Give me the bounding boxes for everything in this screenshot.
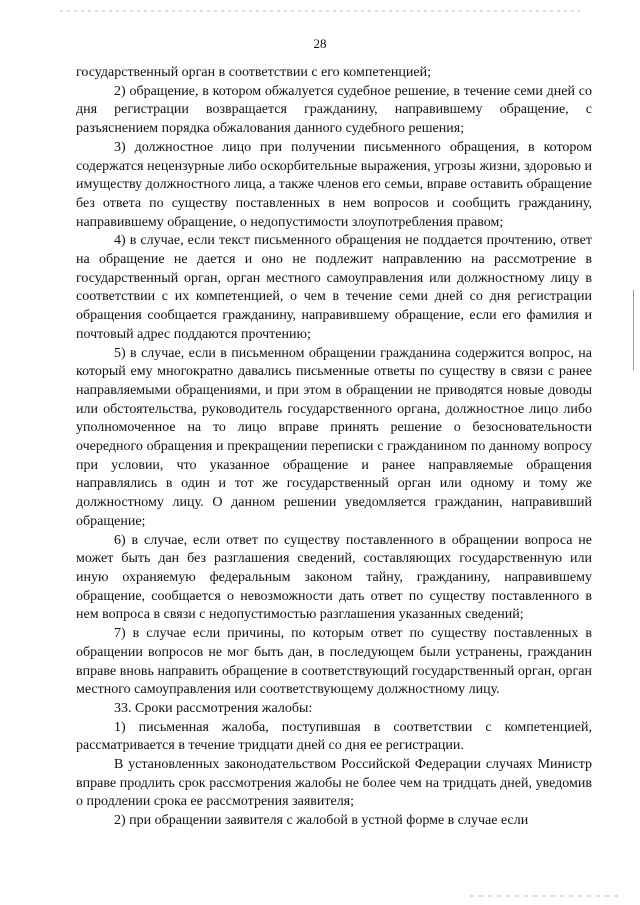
scan-artifact-margin-line bbox=[633, 290, 634, 370]
paragraph-item-2: 2) обращение, в котором обжалуется судебное решение, в течение семи дней со дня регистрации возвращается гражданину, направившему обращение, с разъяснением порядка обжалования данного судебного решения; bbox=[76, 83, 592, 137]
paragraph-item-5: 5) в случае, если в письменном обращении гражданина содержится вопрос, на который ему многократно давались письменные ответы по существу в связи с ранее направляемыми обращениями, и при этом в обращении не приводятся новые доводы или обстоятельства, руководитель государственного органа, должностное лицо либо уполномоченное на то лицо вправе принять решение о безосновательности очередного обращения и прекращении переписки с гражданином по данному вопросу при условии, что указанное обращение и ранее направляемые обращения направлялись в один и тот же государственный орган или одному и тому же должностному лицу. О данном решении уведомляется гражданин, направивший обращение; bbox=[76, 345, 592, 529]
paragraph-item-4: 4) в случае, если текст письменного обращения не поддается прочтению, ответ на обращение не дается и оно не подлежит направлению на рассмотрение в государственный орган, орган местного самоуправления или должностному лицу в соответствии с их компетенцией, о чем в течение семи дней со дня регистрации обращения сообщается гражданину, направившему обращение, если его фамилия и почтовый адрес поддаются прочтению; bbox=[76, 233, 592, 342]
section-heading-33: 33. Сроки рассмотрения жалобы: bbox=[114, 700, 313, 716]
paragraph-extension: В установленных законодательством Российской Федерации случаях Министр вправе продлить срок рассмотрения жалобы не более чем на тридцать дней, уведомив о продлении срока ее рассмотрения заявителя; bbox=[76, 757, 592, 810]
page-number: 28 bbox=[313, 36, 327, 51]
paragraph-item-6: 6) в случае, если ответ по существу поставленного в обращении вопроса не может быть дан без разглашения сведений, составляющих государственную или иную охраняемую федеральным законом тайну, гражданину, направившему обращение, сообщается о невозможности дать ответ по существу поставленного в нем вопроса в связи с недопустимостью разглашения указанных сведений; bbox=[76, 532, 592, 623]
paragraph-33-item-2: 2) при обращении заявителя с жалобой в устной форме в случае если bbox=[114, 813, 529, 829]
scan-artifact-bottom bbox=[470, 895, 620, 897]
paragraph-item-7: 7) в случае если причины, по которым ответ по существу поставленных в обращении вопросов не мог быть дан, в последующем были устранены, гражданин вправе вновь направить обращение в соответствующий государственный орган, орган местного самоуправления или соответствующему должностному лицу. bbox=[76, 626, 592, 698]
paragraph-33-item-1: 1) письменная жалоба, поступившая в соответствии с компетенцией, рассматривается в течение тридцати дней со дня ее регистрации. bbox=[76, 719, 592, 754]
scan-artifact-top bbox=[60, 10, 580, 12]
paragraph-continuation: государственный орган в соответствии с его компетенцией; bbox=[76, 65, 431, 80]
paragraph-item-3: 3) должностное лицо при получении письменного обращения, в котором содержатся нецензурные либо оскорбительные выражения, угрозы жизни, здоровью и имуществу должностного лица, а также членов его семьи, вправе оставить обращение без ответа по существу поставленных в нем вопросов и сообщить гражданину, направившему обращение, о недопустимости злоупотребления правом; bbox=[76, 139, 592, 230]
document-body bbox=[76, 64, 592, 831]
